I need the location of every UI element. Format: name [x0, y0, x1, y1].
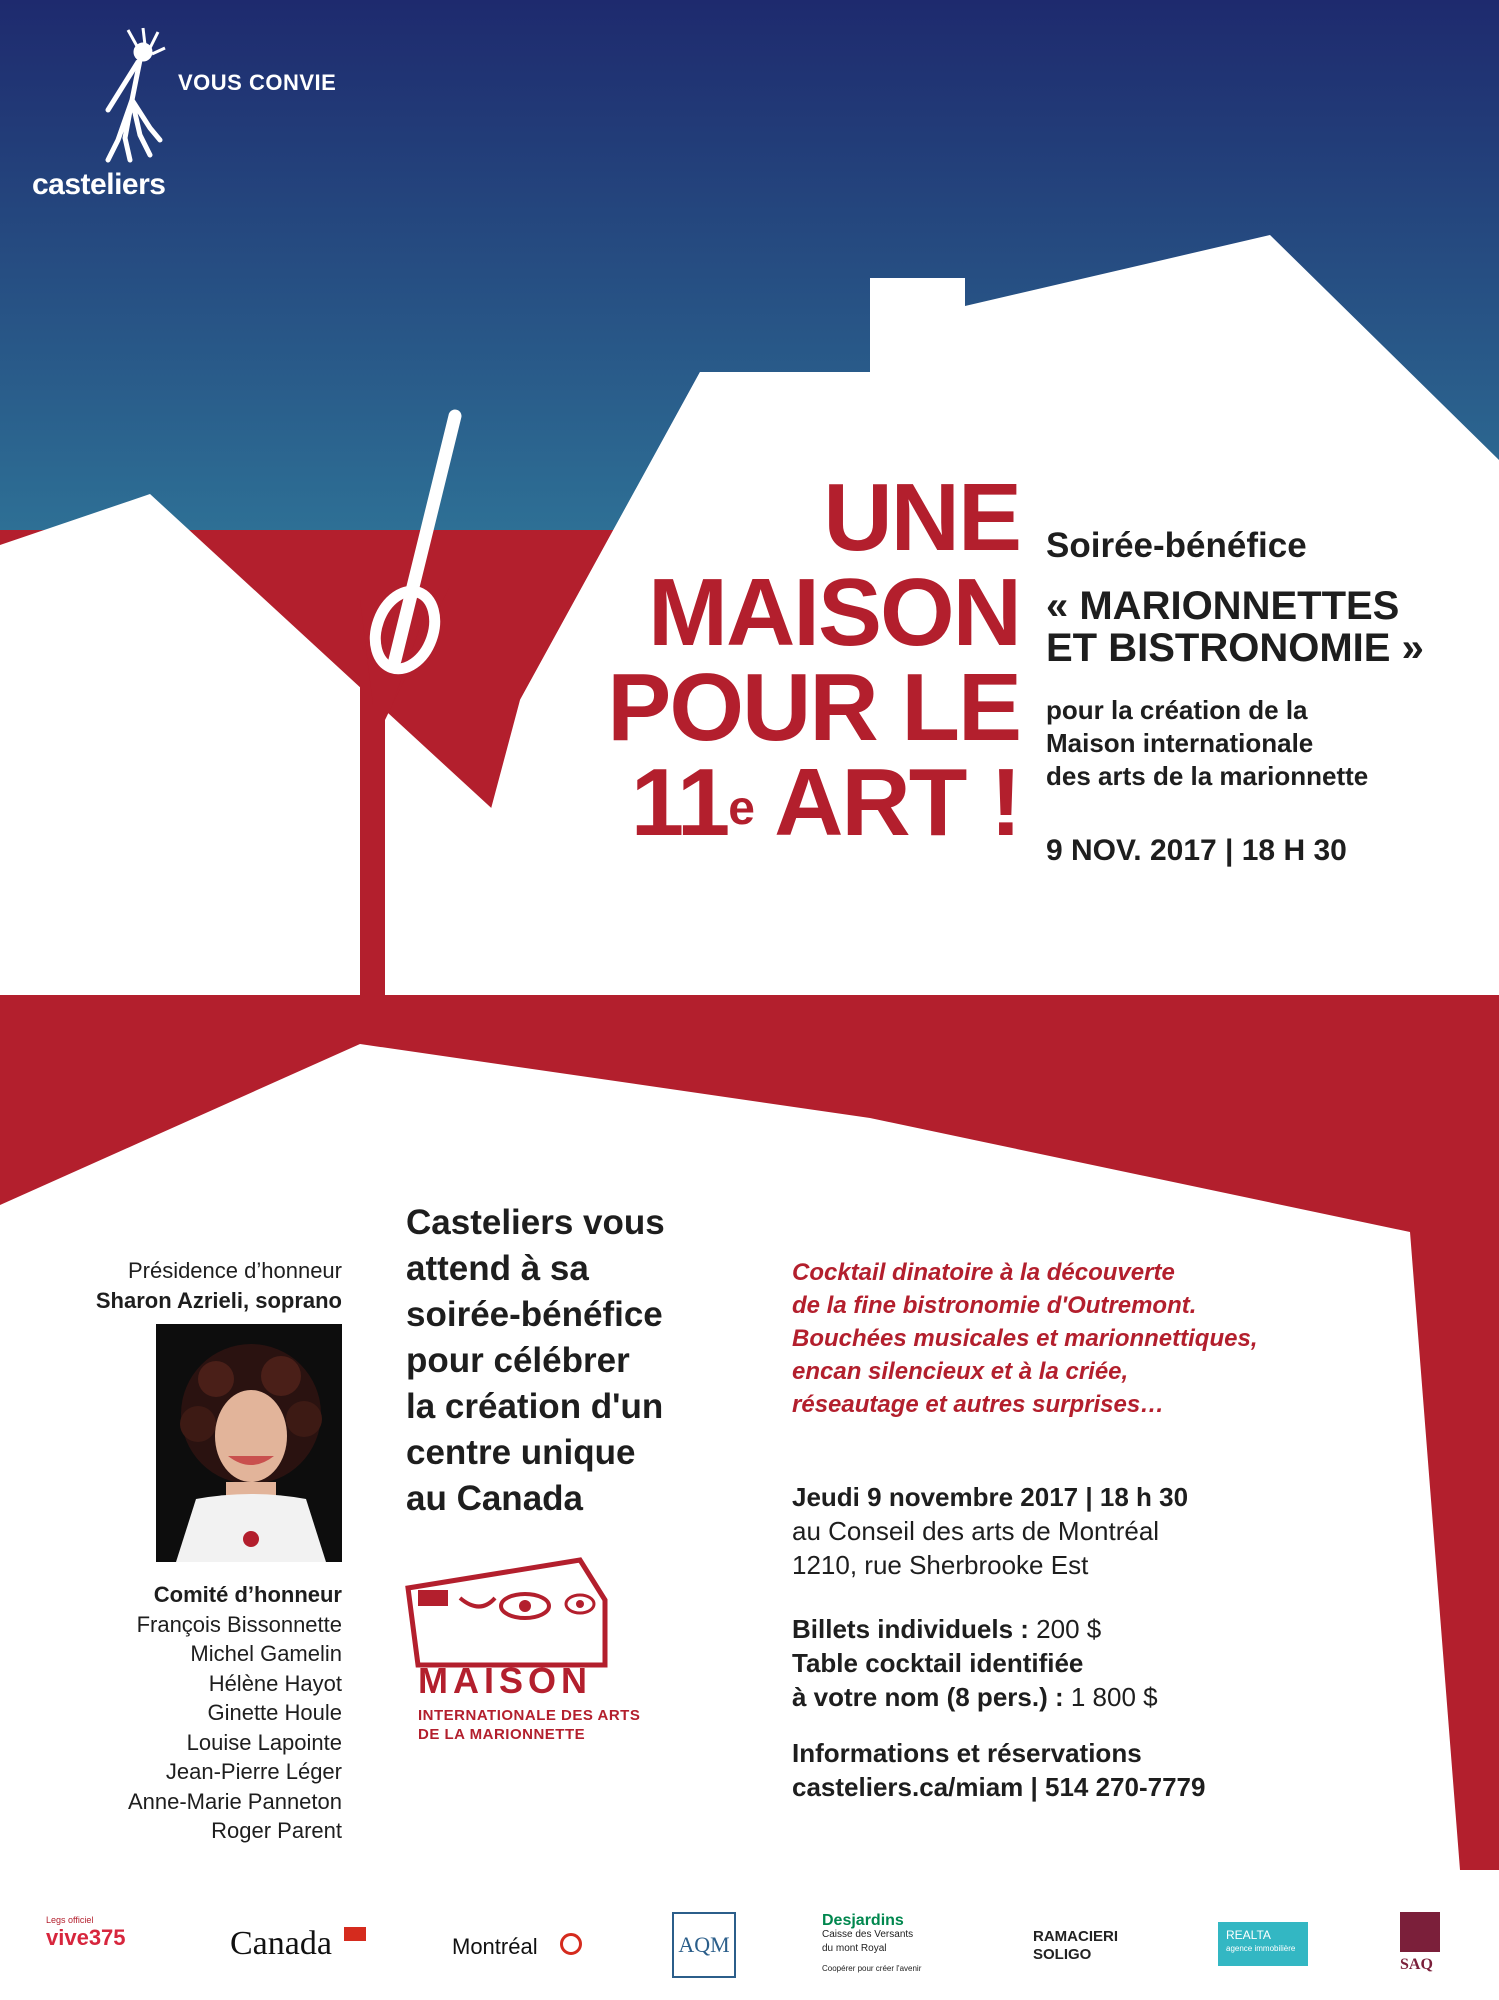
maison-logo-subtitle: INTERNATIONALE DES ARTS DE LA MARIONNETTE	[418, 1707, 641, 1743]
details-address: 1210, rue Sherbrooke Est	[792, 1550, 1089, 1580]
event-details	[792, 1480, 1392, 1804]
sponsor-canada: Canada	[230, 1925, 332, 1962]
committee-member: Anne-Marie Panneton	[127, 1788, 342, 1814]
details-date: Jeudi 9 novembre 2017 | 18 h 30	[792, 1482, 1189, 1512]
event-name: « MARIONNETTES ET BISTRONOMIE »	[1046, 584, 1424, 670]
presidency-name: Sharon Azrieli, soprano	[95, 1288, 342, 1313]
committee-member: François Bissonnette	[136, 1611, 342, 1637]
invitation-text: Casteliers vous attend à sa soirée-bénéfice pour célébrer la création d'un centre unique au Canada	[406, 1203, 665, 1518]
committee-member: Jean-Pierre Léger	[165, 1759, 342, 1784]
presidency-block	[20, 1256, 342, 1316]
sponsor-desjardins: Desjardins Caisse des Versants du mont Royal Coopérer pour créer l'avenir	[822, 1912, 922, 1973]
event-purpose: pour la création de la Maison internationale des arts de la marionnette	[1046, 695, 1369, 791]
title-line: UNE	[823, 464, 1020, 571]
sponsor-realta: REALTA agence immobilière	[1218, 1922, 1308, 1966]
maison-logo-word: MAISON	[418, 1660, 592, 1701]
title-line: POUR LE	[607, 654, 1020, 761]
saq-icon	[1400, 1912, 1440, 1952]
committee-member: Louise Lapointe	[186, 1729, 342, 1755]
canada-flag-icon	[344, 1927, 366, 1941]
table-price: à votre nom (8 pers.) : 1 800 $	[792, 1682, 1158, 1712]
committee-member: Michel Gamelin	[190, 1641, 342, 1666]
title-line: 11e ART !	[630, 749, 1020, 856]
committee-label: Comité d’honneur	[153, 1582, 342, 1607]
sponsor-montreal: Montréal	[452, 1934, 538, 1959]
info-contact[interactable]: casteliers.ca/miam | 514 270-7779	[792, 1772, 1206, 1802]
title-line: MAISON	[648, 559, 1020, 666]
details-venue: au Conseil des arts de Montréal	[792, 1516, 1160, 1546]
casteliers-logo-text: casteliers	[32, 168, 166, 201]
invite-label: VOUS CONVIE	[178, 70, 337, 95]
info-label: Informations et réservations	[792, 1738, 1142, 1768]
cocktail-description: Cocktail dinatoire à la découverte de la fine bistronomie d'Outremont. Bouchées musicales et marionnettiques, encan silencieux et à la criée, réseautage et autres surprises…	[792, 1259, 1258, 1418]
maison-house-logo-icon	[400, 1540, 620, 1680]
portrait-photo	[156, 1324, 342, 1562]
event-date: 9 NOV. 2017 | 18 H 30	[1046, 834, 1347, 867]
presidency-label: Présidence d’honneur	[127, 1258, 342, 1283]
sponsor-ramacieri-soligo: RAMACIERI SOLIGO	[1033, 1928, 1118, 1963]
main-title	[500, 464, 1020, 856]
committee-member: Hélène Hayot	[208, 1670, 342, 1696]
montreal-rosette-icon	[560, 1933, 582, 1955]
committee-member: Roger Parent	[211, 1818, 342, 1843]
sponsor-aqm: AQM	[672, 1912, 736, 1978]
ticket-price: Billets individuels : 200 $	[792, 1614, 1102, 1644]
committee-member: Ginette Houle	[207, 1700, 342, 1725]
committee-list	[20, 1580, 342, 1846]
table-label: Table cocktail identifiée	[792, 1648, 1084, 1678]
sponsor-vive375: Legs officiel vive375	[46, 1915, 126, 1950]
sponsor-saq: SAQ	[1400, 1956, 1433, 1973]
event-subtitle: Soirée-bénéfice	[1046, 526, 1307, 565]
